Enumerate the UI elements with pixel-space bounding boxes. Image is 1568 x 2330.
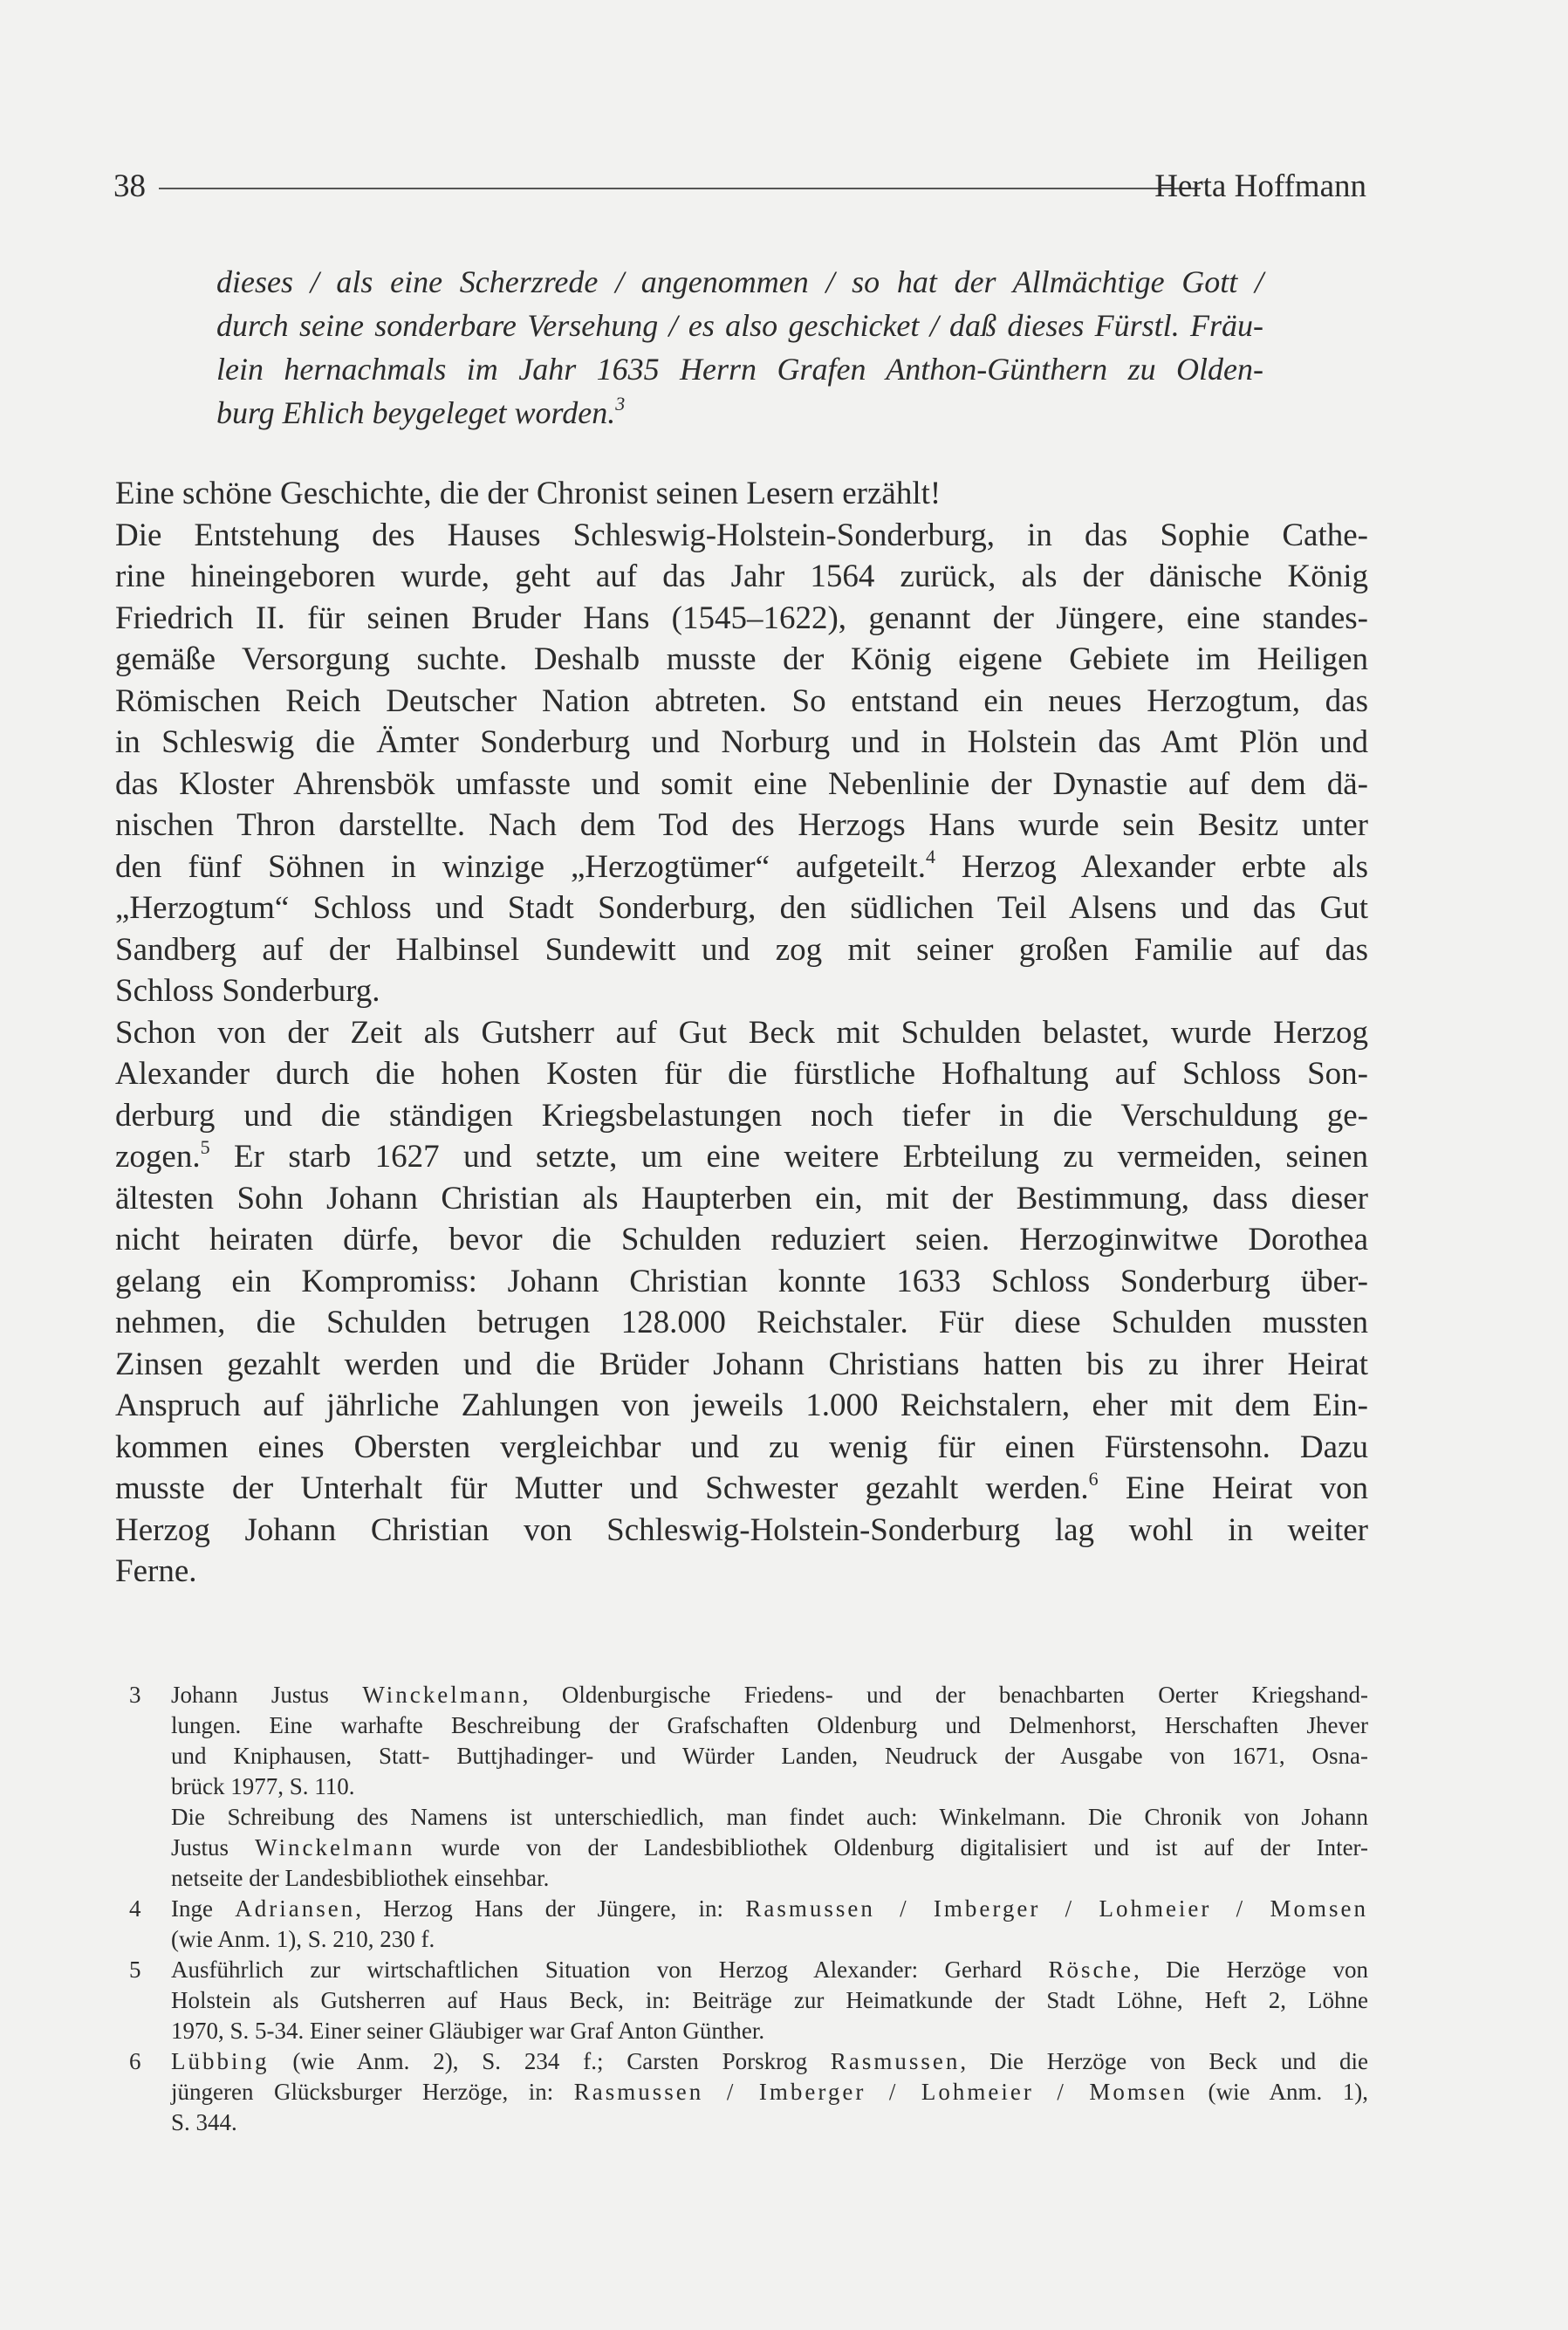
quote-line: lein hernachmals im Jahr 1635 Herrn Grafen Anthon-Günthern zu Olden- (216, 352, 1263, 387)
footnote-ref: 5 (200, 1135, 210, 1158)
text-line: nicht heiraten dürfe, bevor die Schulden reduziert seien. Herzoginwitwe Dorothea (115, 1222, 1368, 1258)
footnote-line: und Kniphausen, Statt- Buttjhadinger- und Würder Landen, Neudruck der Ausgabe von 1671, Osna- (171, 1743, 1368, 1769)
text-line: Römischen Reich Deutscher Nation abtreten. So entstand ein neues Herzogtum, das (115, 682, 1368, 719)
footnote-line: Holstein als Gutsherren auf Haus Beck, in: Beiträge zur Heimatkunde der Stadt Löhne, Heft 2, Löhne (171, 1987, 1368, 2013)
footnote-number: 6 (129, 2048, 141, 2074)
text-line: Sandberg auf der Halbinsel Sundewitt und zog mit seiner großen Familie auf das (115, 931, 1368, 968)
footnote (122, 1894, 1368, 1955)
quote-line: dieses / als eine Scherzrede / angenommen / so hat der Allmächtige Gott / (216, 264, 1263, 299)
text-line: ältesten Sohn Johann Christian als Haupterben ein, mit der Bestimmung, dass dieser (115, 1180, 1368, 1216)
text-line: gelang ein Kompromiss: Johann Christian konnte 1633 Schloss Sonderburg über- (115, 1263, 1368, 1299)
footnote-line: netseite der Landesbibliothek einsehbar. (171, 1865, 550, 1891)
footnote (122, 1955, 1368, 2046)
text-line: Die Entstehung des Hauses Schleswig-Holstein-Sonderburg, in das Sophie Cathe- (115, 517, 1368, 553)
footnote-line: Die Schreibung des Namens ist unterschiedlich, man findet auch: Winkelmann. Die Chronik von Johann (171, 1804, 1368, 1830)
footnote-line: S. 344. (171, 2109, 237, 2135)
text-line: Anspruch auf jährliche Zahlungen von jeweils 1.000 Reichstalern, eher mit dem Ein- (115, 1388, 1368, 1423)
text-line: Alexander durch die hohen Kosten für die fürstliche Hofhaltung auf Schloss Son- (115, 1056, 1368, 1092)
text-line: in Schleswig die Ämter Sonderburg und Norburg und in Holstein das Amt Plön und (115, 724, 1368, 760)
footnotes (122, 1680, 1368, 2138)
footnote-line: 1970, S. 5-34. Einer seiner Gläubiger war Graf Anton Günther. (171, 2018, 765, 2044)
footnote-ref: 4 (926, 846, 935, 868)
footnote-line: (wie Anm. 1), S. 210, 230 f. (171, 1926, 435, 1952)
footnote (122, 2046, 1368, 2138)
text-line: Zinsen gezahlt werden und die Brüder Johann Christians hatten bis zu ihrer Heirat (115, 1346, 1368, 1382)
footnote-line: Inge Adriansen, Herzog Hans der Jüngere, in: Rasmussen / Imberger / Lohmeier / Momsen (171, 1895, 1368, 1922)
footnote-ref: 6 (1088, 1467, 1099, 1490)
footnote-line: Lübbing (wie Anm. 2), S. 234 f.; Carsten Porskrog Rasmussen, Die Herzöge von Beck und die (171, 2048, 1368, 2074)
text-line: „Herzogtum“ Schloss und Stadt Sonderburg, den südlichen Teil Alsens und das Gut (115, 890, 1368, 926)
footnote-number: 3 (129, 1682, 141, 1708)
text-line: rine hineingeboren wurde, geht auf das Jahr 1564 zurück, als der dänische König (115, 559, 1368, 594)
footnote-line: lungen. Eine warhafte Beschreibung der Grafschaften Oldenburg und Delmenhorst, Herschaften Jhever (171, 1712, 1368, 1738)
text-line: Schon von der Zeit als Gutsherr auf Gut Beck mit Schulden belastet, wurde Herzog (115, 1014, 1368, 1051)
footnote-line: Ausführlich zur wirtschaftlichen Situation von Herzog Alexander: Gerhard Rösche, Die Herzöge von (171, 1957, 1368, 1983)
text-line: nehmen, die Schulden betrugen 128.000 Reichstaler. Für diese Schulden mussten (115, 1305, 1368, 1340)
footnote-line: Justus Winckelmann wurde von der Landesbibliothek Oldenburg digitalisiert und ist auf der Inter- (171, 1834, 1369, 1861)
text-line: derburg und die ständigen Kriegsbelastungen noch tiefer in die Verschuldung ge- (115, 1097, 1368, 1134)
text-line: Friedrich II. für seinen Bruder Hans (1545–1622), genannt der Jüngere, eine standes- (115, 600, 1368, 636)
footnote-ref: 3 (615, 393, 626, 415)
text-line: Herzog Johann Christian von Schleswig-Holstein-Sonderburg lag wohl in weiter (115, 1511, 1368, 1548)
footnote-line: jüngeren Glücksburger Herzöge, in: Rasmussen / Imberger / Lohmeier / Momsen (wie Anm. 1), (171, 2079, 1369, 2105)
text-line: nischen Thron darstellte. Nach dem Tod des Herzogs Hans wurde sein Besitz unter (115, 807, 1368, 843)
block-quotation (216, 260, 1263, 435)
running-head-author: Herta Hoffmann (1154, 168, 1366, 204)
footnote-number: 5 (129, 1957, 141, 1983)
text-line: Schloss Sonderburg. (115, 973, 380, 1009)
text-line: kommen eines Obersten vergleichbar und zu wenig für einen Fürstensohn. Dazu (115, 1429, 1368, 1465)
body-text (115, 473, 1368, 1593)
header-rule (159, 188, 1201, 189)
page-number: 38 (113, 168, 146, 204)
quote-line: durch seine sonderbare Versehung / es also geschicket / daß dieses Fürstl. Fräu- (216, 308, 1263, 343)
text-line: musste der Unterhalt für Mutter und Schwester gezahlt werden.$^6$ Eine Heirat von (115, 1467, 1369, 1506)
running-header (113, 164, 1366, 209)
footnote-number: 4 (129, 1895, 141, 1922)
text-line: zogen.$^5$ Er starb 1627 und setzte, um eine weitere Erbteilung zu vermeiden, seinen (115, 1135, 1369, 1175)
footnote-line: Johann Justus Winckelmann, Oldenburgische Friedens- und der benachbarten Oerter Kriegshand- (171, 1682, 1369, 1708)
text-line: den fünf Söhnen in winzige „Herzogtümer“ aufgeteilt.$^4$ Herzog Alexander erbte als (115, 846, 1369, 885)
text-line: Ferne. (115, 1553, 197, 1589)
footnote (122, 1680, 1368, 1894)
text-line: das Kloster Ahrensbök umfasste und somit eine Nebenlinie der Dynastie auf dem dä- (115, 765, 1368, 802)
quote-line: burg Ehlich beygeleget worden.$^3$ (216, 393, 626, 430)
text-line: Eine schöne Geschichte, die der Chronist seinen Lesern erzählt! (115, 476, 941, 511)
footnote-line: brück 1977, S. 110. (171, 1773, 355, 1799)
text-line: gemäße Versorgung suchte. Deshalb musste der König eigene Gebiete im Heiligen (115, 641, 1368, 677)
